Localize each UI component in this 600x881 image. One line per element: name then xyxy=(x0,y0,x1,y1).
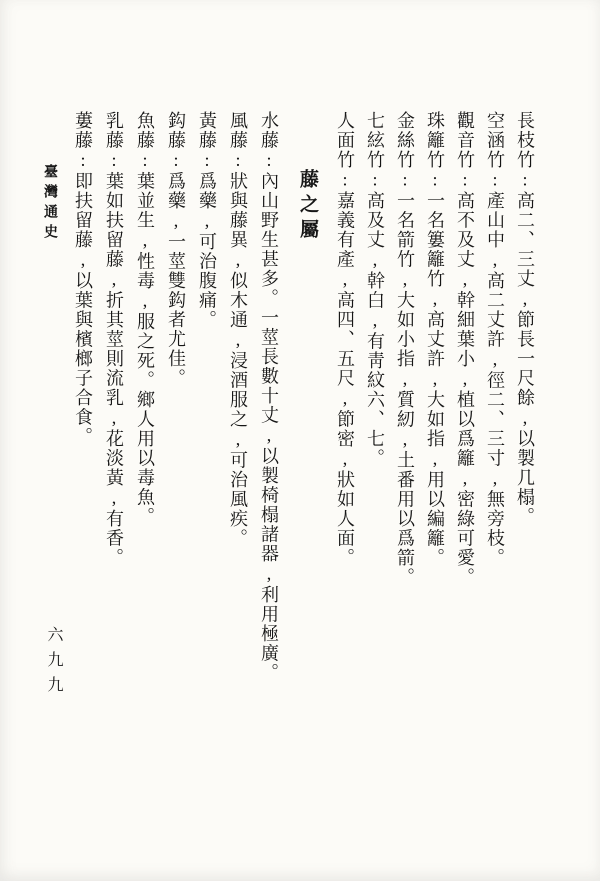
rattan-entry-huang: 黃藤:爲藥,可治腹痛。 xyxy=(197,111,217,330)
rattan-entry-gou: 鈎藤:爲藥,一莖雙鈎者尤佳。 xyxy=(166,111,186,388)
bamboo-entry-qixian: 七絃竹:高及丈,幹白,有靑紋六、七。 xyxy=(365,111,385,468)
page-number: 六九九 xyxy=(45,626,62,701)
text-block xyxy=(67,111,540,683)
bamboo-entry-zhuli: 珠籬竹:一名簍籬竹,高丈許,大如指,用以編籬。 xyxy=(425,111,445,568)
book-title: 臺灣通史 xyxy=(42,164,57,244)
bamboo-entry-jinsi: 金絲竹:一名箭竹,大如小指,質紉,土番用以爲箭。 xyxy=(395,111,415,587)
section-heading-rattan: 藤之屬 xyxy=(297,169,318,244)
rattan-entry-yu: 魚藤:葉並生,性毒,服之死。鄉人用以毒魚。 xyxy=(135,111,155,527)
bamboo-entry-renmian: 人面竹:嘉義有產,高四、五尺,節密,狀如人面。 xyxy=(335,111,355,568)
bamboo-entry-konghan: 空涵竹:產山中,高二丈許,徑二、三寸,無旁枝。 xyxy=(485,111,505,568)
bamboo-entry-guanyin: 觀音竹:高不及丈,幹細葉小,植以爲籬,密綠可愛。 xyxy=(455,111,475,587)
bamboo-entry-changzhi: 長枝竹:高二、三丈,節長一尺餘,以製几榻。 xyxy=(515,111,535,527)
rattan-entry-feng: 風藤:狀與藤異,似木通,浸酒服之,可治風疾。 xyxy=(228,111,248,548)
rattan-entry-shui: 水藤:內山野生甚多。一莖長數十丈,以製椅榻諸器,利用極廣。 xyxy=(259,111,279,683)
rattan-entry-ru: 乳藤:葉如扶留藤,折其莖則流乳,花淡黃,有香。 xyxy=(104,111,124,568)
rattan-entry-lou: 蔞藤:即扶留藤,以葉與檳榔子合食。 xyxy=(73,111,93,447)
